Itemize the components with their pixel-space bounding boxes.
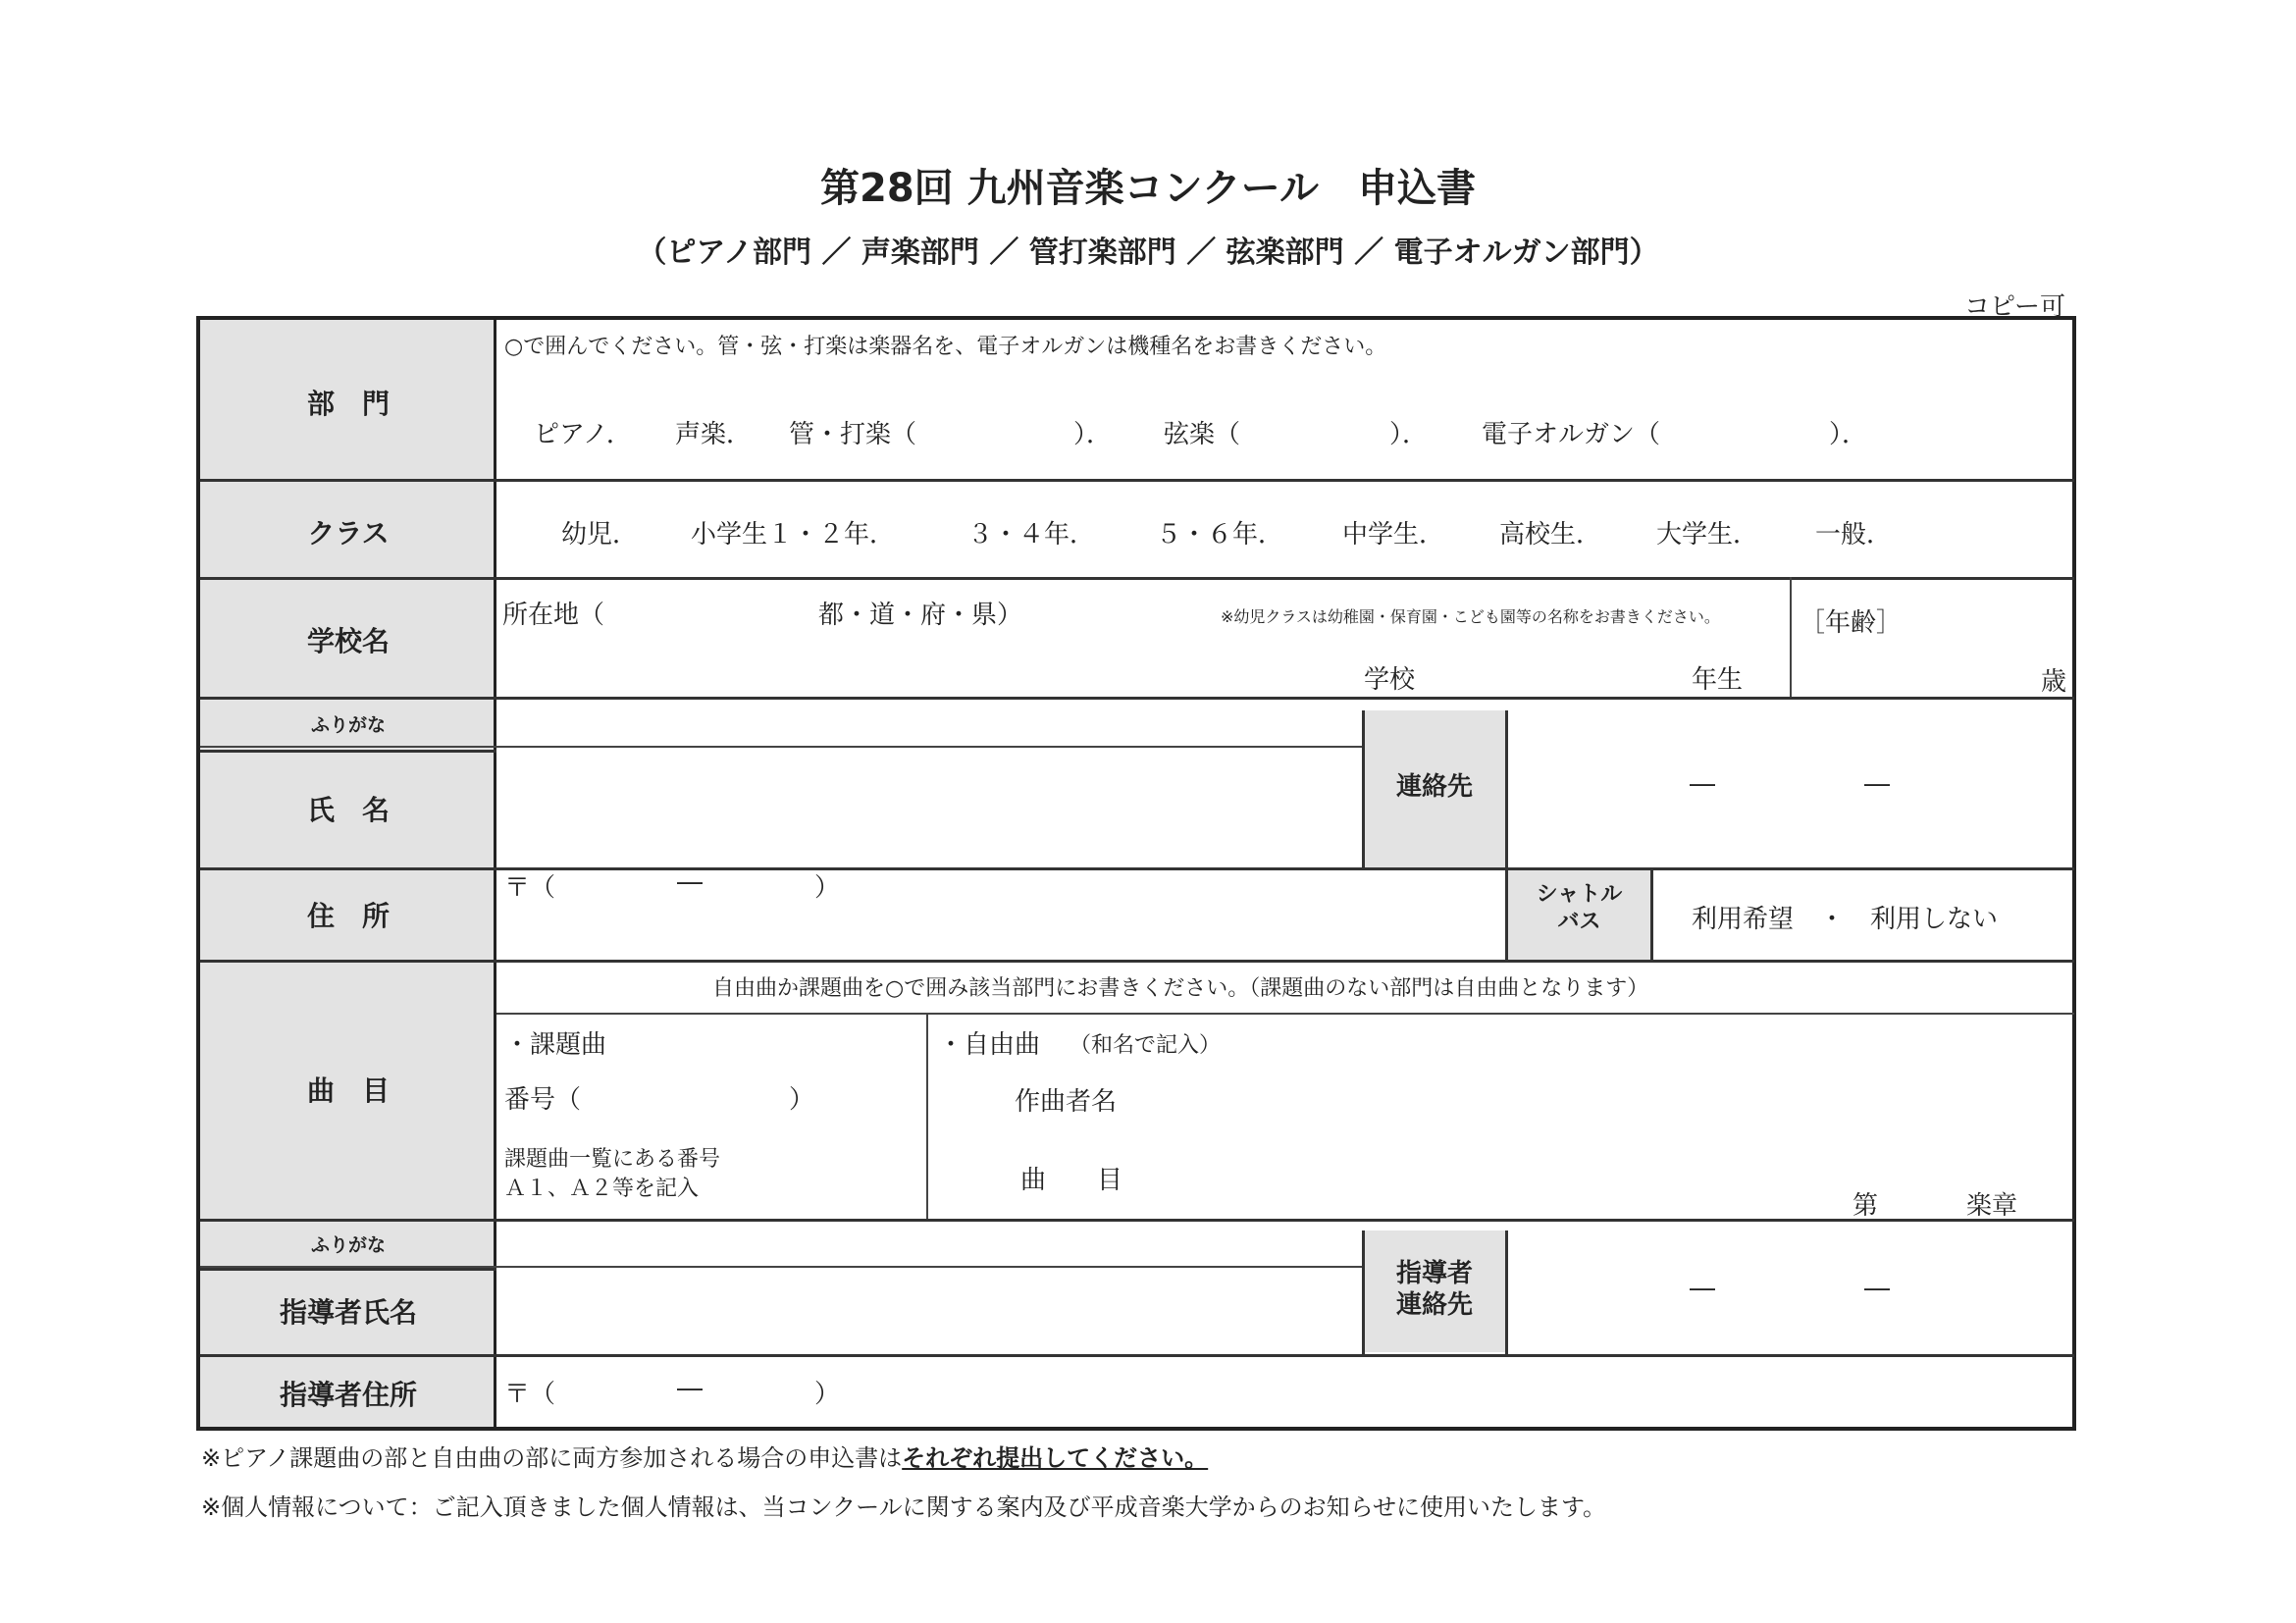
- age-suffix: 歳: [2041, 667, 2067, 697]
- school-suffix: 学校: [1364, 665, 1416, 695]
- division-option-piano[interactable]: ピアノ．: [534, 420, 632, 449]
- teacher-postal-dash: ―: [677, 1374, 703, 1403]
- division-option-organ-close: ）．: [1829, 420, 1868, 449]
- class-option-university[interactable]: 大学生．: [1656, 520, 1759, 550]
- class-option-toddler[interactable]: 幼児．: [561, 520, 639, 550]
- form-subtitle: （ピアノ部門 ／ 声楽部門 ／ 管打楽部門 ／ 弦楽部門 ／ 電子オルガン部門）: [637, 236, 1659, 270]
- free-piece-note: （和名で記入）: [1070, 1033, 1222, 1058]
- school-label: 学校名: [306, 625, 390, 657]
- teacher-contact-dash-2: ―: [1864, 1274, 1890, 1303]
- class-option-elem-34[interactable]: ３・４年．: [967, 520, 1096, 550]
- address-label: 住 所: [306, 900, 390, 932]
- set-piece-number-close: ）: [789, 1085, 815, 1115]
- address-postal-dash: ―: [677, 867, 703, 897]
- address-postal-open: 〒（: [504, 873, 556, 903]
- shuttle-label-line1: シャトル: [1536, 882, 1623, 907]
- label-column: [200, 320, 496, 1427]
- division-instruction: ○で囲んでください。管・弦・打楽は楽器名を、電子オルガンは機種名をお書きください。: [504, 335, 1387, 359]
- free-piece-heading[interactable]: ・自由曲: [938, 1030, 1041, 1060]
- class-label: クラス: [307, 517, 390, 550]
- shuttle-label-line2: バス: [1557, 910, 1601, 934]
- footnote-privacy: ※個人情報について：ご記入頂きました個人情報は、当コンクールに関する案内及び平成音楽大学からのお知らせに使用いたします。: [201, 1493, 1607, 1521]
- class-option-elem-56[interactable]: ５・６年．: [1156, 520, 1284, 550]
- teacher-address-label: 指導者住所: [279, 1379, 417, 1411]
- set-piece-number-note-2: Ａ１、Ａ２等を記入: [504, 1177, 700, 1201]
- piece-label: 曲 目: [306, 1074, 390, 1107]
- song-title-label: 曲 目: [1020, 1166, 1123, 1195]
- age-label: ［年齢］: [1800, 608, 1903, 638]
- school-note: ※幼児クラスは幼稚園・保育園・こども園等の名称をお書きください。: [1221, 607, 1720, 626]
- address-postal-close: ）: [814, 873, 841, 903]
- teacher-name-label: 指導者氏名: [279, 1296, 417, 1329]
- footnote-submission: [201, 1439, 1208, 1473]
- division-option-organ[interactable]: 電子オルガン（: [1482, 420, 1661, 449]
- class-option-junior-high[interactable]: 中学生．: [1342, 520, 1445, 550]
- teacher-postal-close: ）: [814, 1380, 841, 1409]
- contact-label: 連絡先: [1395, 772, 1473, 802]
- footnote-submission-emphasis: それぞれ提出してください。: [902, 1444, 1209, 1472]
- teacher-contact-label-line1: 指導者: [1395, 1259, 1473, 1288]
- movement-label-a: 第: [1852, 1191, 1879, 1221]
- school-location-open: 所在地（: [502, 601, 605, 630]
- class-option-general[interactable]: 一般．: [1815, 520, 1893, 550]
- shuttle-label: [1508, 881, 1650, 936]
- form-title: 第28回 九州音楽コンクール 申込書: [820, 166, 1476, 211]
- teacher-contact-dash-1: ―: [1690, 1274, 1715, 1303]
- division-option-wind-close: ）．: [1073, 420, 1113, 449]
- furigana-label-2: ふりがな: [310, 1234, 386, 1256]
- division-option-strings-close: ）．: [1389, 420, 1429, 449]
- contact-dash-1: ―: [1690, 769, 1715, 799]
- furigana-label: ふりがな: [310, 714, 386, 736]
- class-option-elem-12[interactable]: 小学生１・２年．: [691, 520, 896, 550]
- class-option-high[interactable]: 高校生．: [1499, 520, 1602, 550]
- teacher-contact-label: [1364, 1258, 1505, 1321]
- school-location-close: 都・道・府・県）: [818, 601, 1023, 630]
- shuttle-options[interactable]: 利用希望 ・ 利用しない: [1692, 905, 1999, 934]
- division-option-wind[interactable]: 管・打楽（: [789, 420, 917, 449]
- composer-label: 作曲者名: [1015, 1087, 1118, 1117]
- copy-allowed-note: コピー可: [1964, 292, 2065, 322]
- application-form: [196, 316, 2076, 1431]
- grade-suffix: 年生: [1692, 665, 1744, 695]
- division-option-strings[interactable]: 弦楽（: [1164, 420, 1241, 449]
- contact-dash-2: ―: [1864, 769, 1890, 799]
- division-option-vocal[interactable]: 声楽．: [675, 420, 753, 449]
- footnote-submission-text: ※ピアノ課題曲の部と自由曲の部に両方参加される場合の申込書は: [201, 1444, 903, 1472]
- teacher-contact-label-line2: 連絡先: [1395, 1290, 1473, 1320]
- division-label: 部 門: [306, 388, 390, 420]
- piece-instruction: 自由曲か課題曲を○で囲み該当部門にお書きください。（課題曲のない部門は自由曲となります）: [712, 976, 1649, 1001]
- set-piece-heading[interactable]: ・課題曲: [504, 1030, 607, 1060]
- name-label: 氏 名: [306, 794, 390, 826]
- set-piece-number-open: 番号（: [504, 1085, 582, 1115]
- set-piece-number-note-1: 課題曲一覧にある番号: [504, 1147, 721, 1172]
- movement-label-b: 楽章: [1966, 1191, 2018, 1221]
- teacher-postal-open: 〒（: [504, 1380, 556, 1409]
